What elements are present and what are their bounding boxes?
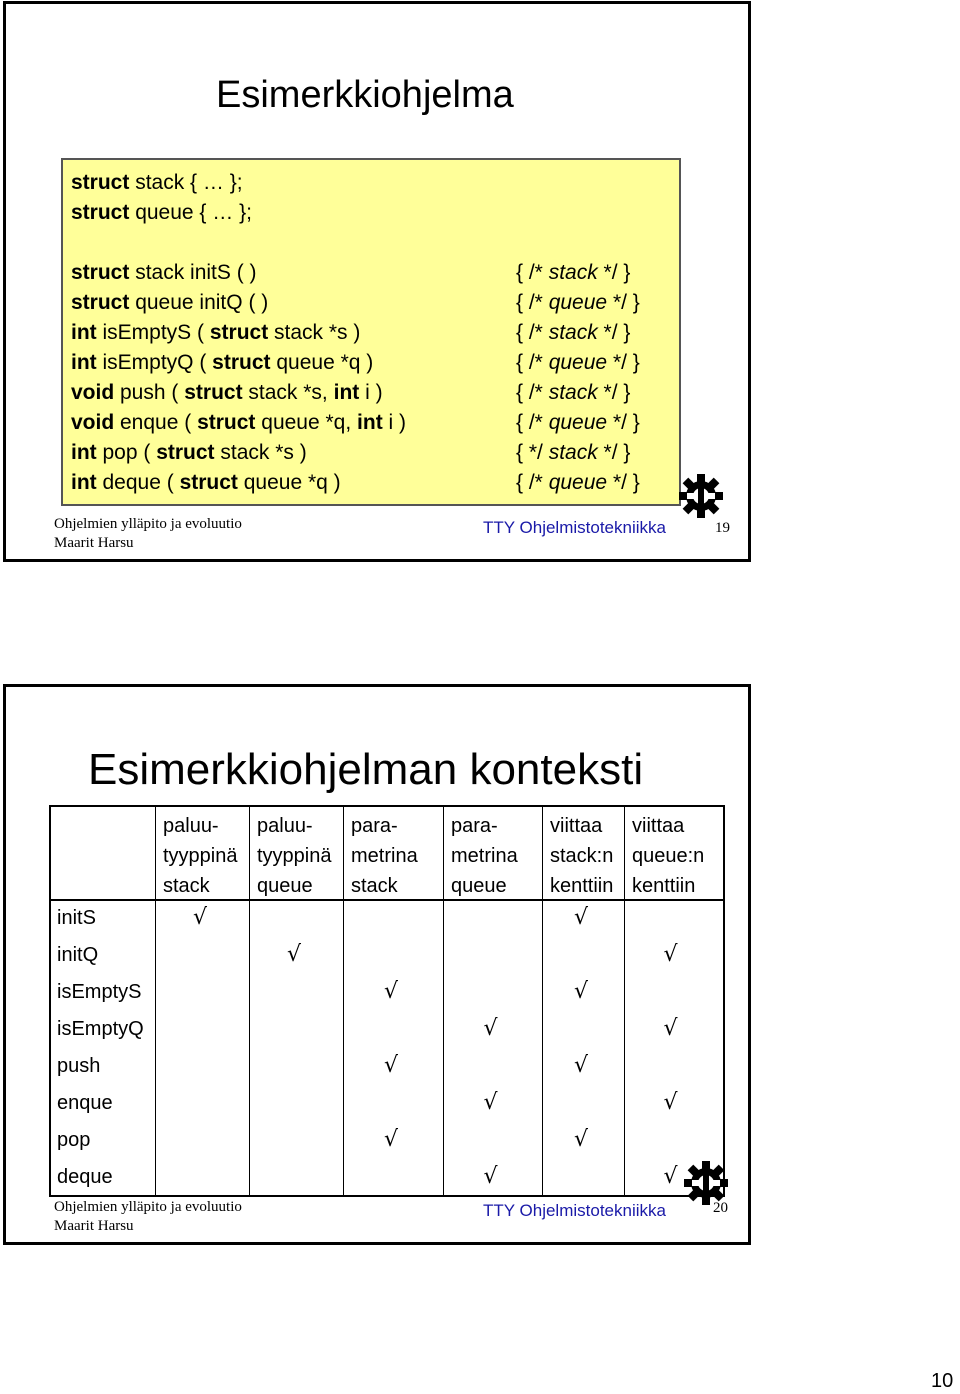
slide-19 <box>3 1 751 562</box>
column-divider <box>443 807 444 1195</box>
code-line <box>71 168 243 198</box>
code-keyword: struct <box>209 321 269 344</box>
column-header-line: tyyppinä <box>163 845 238 867</box>
column-divider <box>343 807 344 1195</box>
code-comment-text: { */ <box>516 441 549 464</box>
column-divider <box>624 807 625 1195</box>
check-mark: √ <box>287 942 302 967</box>
row-label: pop <box>57 1129 91 1151</box>
check-mark: √ <box>574 1053 589 1078</box>
column-header-line: stack <box>163 875 210 897</box>
column-header <box>155 807 249 899</box>
slide-title: Esimerkkiohjelman konteksti <box>88 745 644 794</box>
check-mark: √ <box>483 1090 498 1115</box>
code-keyword: struct <box>179 471 238 494</box>
row-label: initS <box>57 907 96 929</box>
code-line <box>71 348 373 378</box>
check-mark: √ <box>574 1127 589 1152</box>
code-comment-text: */ } <box>597 381 631 404</box>
column-header-line: stack <box>351 875 398 897</box>
footer-course <box>54 515 242 553</box>
code-text: pop ( <box>96 441 157 464</box>
code-keyword: struct <box>71 261 130 284</box>
column-header-line: kenttiin <box>632 875 696 897</box>
code-comment-type: queue <box>548 351 608 374</box>
code-text: stack { … }; <box>129 171 243 194</box>
code-box <box>61 158 681 506</box>
code-keyword: struct <box>184 381 243 404</box>
code-text: stack *s ) <box>214 441 307 464</box>
code-keyword: int <box>71 351 97 374</box>
slide-title: Esimerkkiohjelma <box>216 74 514 116</box>
footer-course <box>54 1198 242 1236</box>
footer-author: Maarit Harsu <box>54 535 134 551</box>
check-mark: √ <box>384 979 399 1004</box>
code-line <box>71 198 252 228</box>
code-line <box>71 438 307 468</box>
code-comment-text: */ } <box>597 441 631 464</box>
code-comment <box>516 348 640 378</box>
column-divider <box>542 807 543 1195</box>
check-mark: √ <box>663 1090 678 1115</box>
column-divider <box>155 807 156 1195</box>
code-comment-type: stack <box>548 261 598 284</box>
slide-page-number: 20 <box>713 1200 728 1216</box>
row-label: enque <box>57 1092 113 1114</box>
code-comment-type: stack <box>548 381 598 404</box>
code-keyword: int <box>71 321 97 344</box>
column-header-line: metrina <box>451 845 518 867</box>
code-comment-text: */ } <box>607 471 640 494</box>
check-mark: √ <box>663 1016 678 1041</box>
column-header <box>542 807 624 899</box>
code-comment-text: { /* <box>516 261 549 284</box>
code-line <box>71 288 268 318</box>
code-comment <box>516 438 630 468</box>
code-comment-text: { /* <box>516 411 549 434</box>
check-mark: √ <box>483 1164 498 1189</box>
column-header <box>249 807 343 899</box>
footer-course-name: Ohjelmien ylläpito ja evoluutio <box>54 1199 242 1215</box>
code-comment-type: stack <box>548 321 598 344</box>
column-header-line: queue <box>451 875 507 897</box>
code-keyword: struct <box>71 291 130 314</box>
code-keyword: struct <box>212 351 271 374</box>
footer-author: Maarit Harsu <box>54 1218 134 1234</box>
check-mark: √ <box>384 1127 399 1152</box>
code-comment-text: */ } <box>607 351 640 374</box>
row-label: push <box>57 1055 101 1077</box>
code-text: queue *q ) <box>270 351 374 374</box>
row-label: isEmptyS <box>57 981 142 1003</box>
code-comment-text: { /* <box>516 351 549 374</box>
code-text: stack *s ) <box>268 321 361 344</box>
footer-course-name: Ohjelmien ylläpito ja evoluutio <box>54 516 242 532</box>
column-header-line: viittaa <box>632 815 685 837</box>
column-header-line: paluu- <box>163 815 219 837</box>
code-comment <box>516 318 630 348</box>
column-header-line: kenttiin <box>550 875 614 897</box>
code-keyword: struct <box>71 171 130 194</box>
code-comment <box>516 288 640 318</box>
column-divider <box>249 807 250 1195</box>
code-comment-type: queue <box>548 291 608 314</box>
code-comment <box>516 468 640 498</box>
context-table <box>49 805 725 1197</box>
code-comment-text: { /* <box>516 291 549 314</box>
code-comment-text: { /* <box>516 381 549 404</box>
check-mark: √ <box>193 905 208 930</box>
check-mark: √ <box>663 1164 678 1189</box>
code-comment-text: */ } <box>597 261 631 284</box>
code-line <box>71 408 406 438</box>
row-label: isEmptyQ <box>57 1018 144 1040</box>
header-divider <box>51 899 723 901</box>
code-comment-text: { /* <box>516 471 549 494</box>
code-text: isEmptyQ ( <box>96 351 213 374</box>
code-keyword: int <box>71 441 97 464</box>
code-text: isEmptyS ( <box>96 321 210 344</box>
code-line <box>71 468 341 498</box>
column-header-line: para- <box>351 815 398 837</box>
code-keyword: int <box>71 471 97 494</box>
column-header-line: paluu- <box>257 815 313 837</box>
code-comment-type: stack <box>548 441 598 464</box>
code-text: i ) <box>382 411 407 434</box>
tty-gear-logo-icon <box>677 472 725 520</box>
code-keyword: void <box>71 381 115 404</box>
code-comment-text: */ } <box>607 411 640 434</box>
code-comment-type: queue <box>548 411 608 434</box>
code-text: stack *s, <box>242 381 334 404</box>
column-header-line: queue:n <box>632 845 705 867</box>
code-keyword: int <box>357 411 383 434</box>
code-text: queue { … }; <box>129 201 252 224</box>
column-header <box>624 807 721 899</box>
code-comment-text: { /* <box>516 321 549 344</box>
document-page-number: 10 <box>931 1370 954 1392</box>
check-mark: √ <box>574 979 589 1004</box>
slide-20 <box>3 684 751 1245</box>
column-header-line: para- <box>451 815 498 837</box>
code-text: queue *q, <box>255 411 358 434</box>
code-keyword: void <box>71 411 115 434</box>
footer-department: TTY Ohjelmistotekniikka <box>483 1201 666 1220</box>
code-text: i ) <box>359 381 383 404</box>
check-mark: √ <box>574 905 589 930</box>
code-comment <box>516 378 630 408</box>
code-keyword: struct <box>156 441 215 464</box>
code-line <box>71 378 383 408</box>
code-line <box>71 318 360 348</box>
column-header-line: viittaa <box>550 815 603 837</box>
column-header <box>443 807 542 899</box>
column-header-line: queue <box>257 875 313 897</box>
code-text: queue *q ) <box>237 471 341 494</box>
code-comment-text: */ } <box>607 291 640 314</box>
code-comment <box>516 408 640 438</box>
code-comment <box>516 258 630 288</box>
check-mark: √ <box>384 1053 399 1078</box>
code-text: enque ( <box>114 411 198 434</box>
column-header-line: metrina <box>351 845 418 867</box>
code-keyword: struct <box>71 201 130 224</box>
code-text: deque ( <box>96 471 180 494</box>
code-keyword: int <box>333 381 360 404</box>
column-header-line: tyyppinä <box>257 845 332 867</box>
row-label: deque <box>57 1166 113 1188</box>
row-label: initQ <box>57 944 99 966</box>
code-line <box>71 258 257 288</box>
code-text: queue initQ ( ) <box>129 291 269 314</box>
check-mark: √ <box>483 1016 498 1041</box>
slide-page-number: 19 <box>715 520 730 536</box>
footer-department: TTY Ohjelmistotekniikka <box>483 518 666 537</box>
code-comment-text: */ } <box>597 321 631 344</box>
code-text: push ( <box>114 381 185 404</box>
code-text: stack initS ( ) <box>129 261 257 284</box>
check-mark: √ <box>663 942 678 967</box>
code-comment-type: queue <box>548 471 608 494</box>
column-header <box>343 807 443 899</box>
column-header-line: stack:n <box>550 845 614 867</box>
code-keyword: struct <box>197 411 256 434</box>
